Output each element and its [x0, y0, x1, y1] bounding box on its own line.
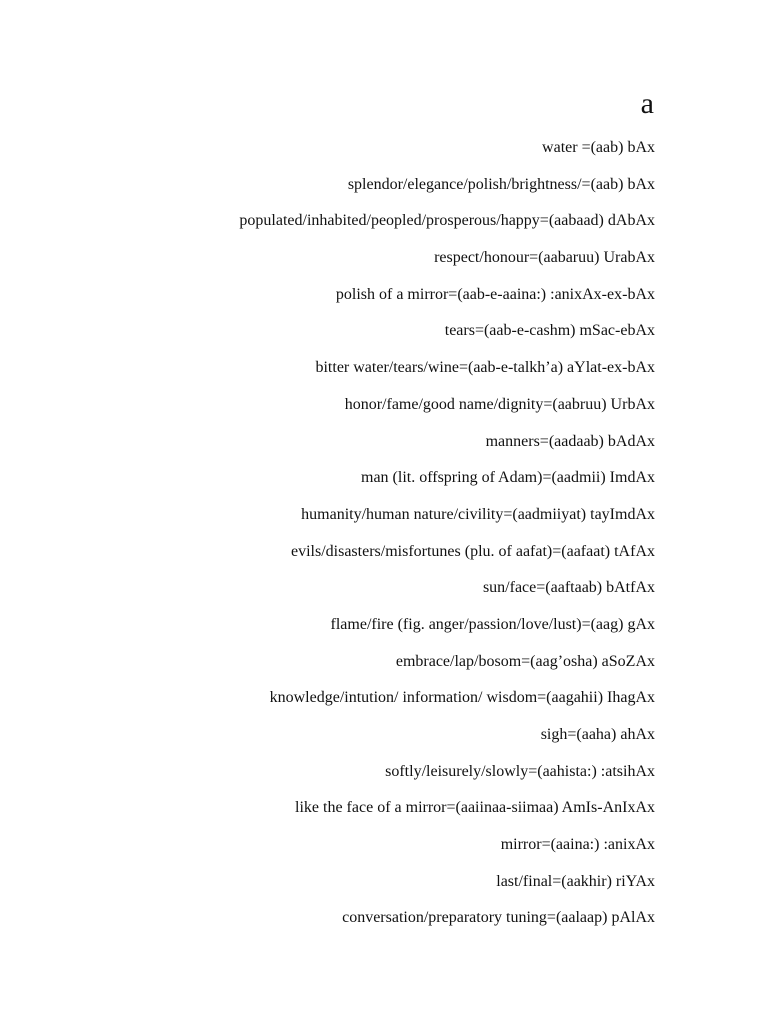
glossary-entry: softly/leisurely/slowly=(aahista:) :atsihAx	[385, 762, 655, 780]
section-letter-heading: a	[640, 87, 654, 120]
glossary-list	[15, 130, 655, 937]
glossary-entry: humanity/human nature/civility=(aadmiiyat) tayImdAx	[301, 505, 655, 523]
glossary-entry: polish of a mirror=(aab-e-aaina:) :anixAx-ex-bAx	[335, 285, 655, 303]
glossary-entry: sigh=(aaha) ahAx	[540, 726, 655, 743]
glossary-entry: bitter water/tears/wine=(aab-e-talkh’a) aYlat-ex-bAx	[315, 359, 655, 377]
glossary-entry: water =(aab) bAx	[542, 139, 655, 156]
glossary-entry: mirror=(aaina:) :anixAx	[500, 836, 655, 854]
glossary-entry: splendor/elegance/polish/brightness/=(aab) bAx	[347, 175, 655, 193]
glossary-entry: man (lit. offspring of Adam)=(aadmii) ImdAx	[361, 469, 655, 487]
glossary-entry: last/final=(aakhir) riYAx	[496, 872, 655, 890]
glossary-entry: honor/fame/good name/dignity=(aabruu) UrbAx	[344, 395, 655, 413]
glossary-entry: manners=(aadaab) bAdAx	[485, 432, 655, 450]
glossary-entry: respect/honour=(aabaruu) UrabAx	[434, 249, 655, 267]
glossary-entry: flame/fire (fig. anger/passion/love/lust)=(aag) gAx	[330, 615, 655, 633]
glossary-entry: tears=(aab-e-cashm) mSac-ebAx	[444, 322, 655, 340]
glossary-entry: evils/disasters/misfortunes (plu. of aafat)=(aafaat) tAfAx	[290, 542, 655, 560]
glossary-entry: conversation/preparatory tuning=(aalaap) pAlAx	[342, 909, 655, 927]
glossary-entry: like the face of a mirror=(aaiinaa-siimaa) AmIs-AnIxAx	[295, 799, 655, 817]
glossary-entry: sun/face=(aaftaab) bAtfAx	[482, 579, 655, 597]
glossary-entry: populated/inhabited/peopled/prosperous/happy=(aabaad) dAbAx	[239, 212, 655, 230]
glossary-entry: embrace/lap/bosom=(aag’osha) aSoZAx	[395, 652, 655, 670]
glossary-entry: knowledge/intution/ information/ wisdom=(aagahii) IhagAx	[269, 689, 655, 707]
